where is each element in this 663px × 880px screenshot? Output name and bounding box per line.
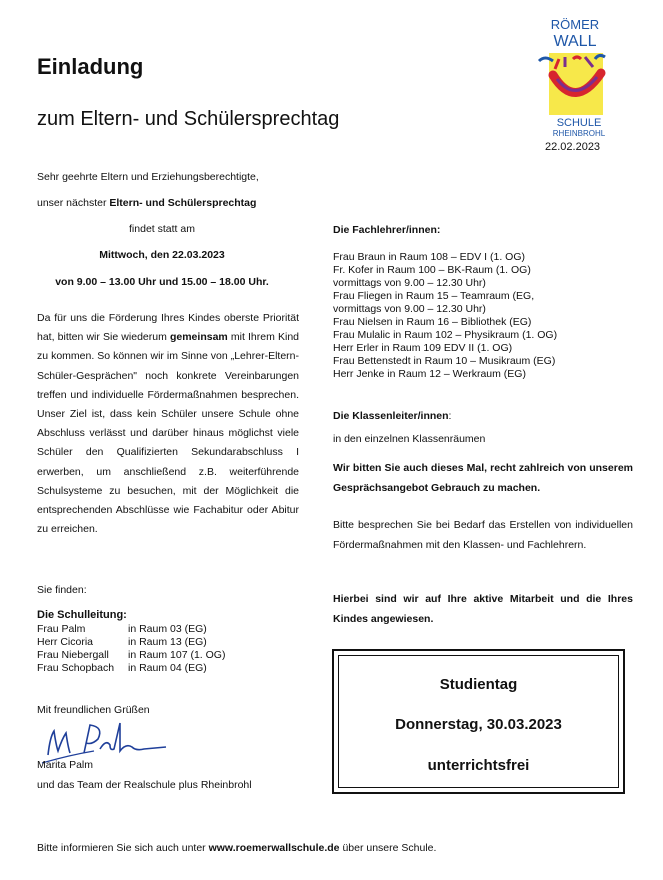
fachlehrer-line: Frau Bettenstedt in Raum 10 – Musikraum (EG) bbox=[333, 355, 556, 367]
schulleitung-room: in Raum 04 (EG) bbox=[128, 662, 207, 674]
footer bbox=[37, 842, 436, 854]
schulleitung-name: Frau Palm bbox=[37, 623, 86, 635]
sie-finden: Sie finden: bbox=[37, 584, 87, 596]
logo-text-schule: SCHULE bbox=[556, 117, 602, 129]
logo-text-roemer: RÖMER bbox=[550, 17, 600, 32]
fachlehrer-line: Frau Braun in Raum 108 – EDV I (1. OG) bbox=[333, 251, 525, 263]
fachlehrer-line: Frau Fliegen in Raum 15 – Teamraum (EG, bbox=[333, 290, 535, 302]
intro-event-name: Eltern- und Schülersprechtag bbox=[109, 197, 257, 209]
studientag-title: Studientag bbox=[439, 676, 518, 693]
paragraph-part2: mit Ihrem Kind zu kommen. So können wir im Sinne von „Lehrer-Eltern-Schüler-Gesprächen" noch konkrete Vereinbarungen treffen und individuelle Fördermaßnahmen besprechen. Unser Ziel ist, dass kein Schüler unsere Schule ohne Abschluss verlässt und darüber hinaus möglichst viele Schüler den Qualifizierten Sekundarabschluss I erwerben, um anschließend z.B. weiterführende Schulsysteme zu besuchen, mit der Möglichkeit die entsprechenden Abschlüsse wie Fachabitur oder Abitur zu erreichen. bbox=[37, 331, 300, 536]
fachlehrer-line: vormittags von 9.00 – 12.30 Uhr) bbox=[333, 277, 486, 289]
request-text: Bitte besprechen Sie bei Bedarf das Erstellen von individuellen Fördermaßnahmen mit den Klassen- und Fachlehrern. bbox=[333, 519, 633, 551]
support-text: Hierbei sind wir auf Ihre aktive Mitarbeit und die Ihres Kindes angewiesen. bbox=[333, 593, 633, 625]
studientag-note: unterrichtsfrei bbox=[427, 757, 530, 774]
footer-link[interactable]: www.roemerwallschule.de bbox=[208, 842, 340, 854]
schulleitung-name: Herr Cicoria bbox=[37, 636, 94, 648]
schulleitung-name: Frau Niebergall bbox=[37, 649, 109, 661]
main-paragraph bbox=[37, 309, 299, 539]
fachlehrer-line: Herr Erler in Raum 109 EDV II (1. OG) bbox=[333, 342, 513, 354]
schulleitung-room: in Raum 13 (EG) bbox=[128, 636, 207, 648]
logo-text-wall: WALL bbox=[553, 33, 597, 50]
page-subtitle: zum Eltern- und Schülersprechtag bbox=[37, 108, 340, 130]
footer-prefix: Bitte informieren Sie sich auch unter bbox=[37, 842, 206, 854]
fachlehrer-line: Frau Mulalic in Raum 102 – Physikraum (1. OG) bbox=[333, 329, 558, 341]
event-date: Mittwoch, den 22.03.2023 bbox=[99, 249, 225, 261]
studientag-date: Donnerstag, 30.03.2023 bbox=[395, 716, 562, 733]
klassenleiter-colon: : bbox=[448, 410, 452, 422]
event-times: von 9.00 – 13.00 Uhr und 15.00 – 18.00 Uhr. bbox=[55, 276, 269, 288]
klassenleiter-text: in den einzelnen Klassenräumen bbox=[333, 433, 486, 445]
schulleitung-title: Die Schulleitung: bbox=[37, 609, 127, 621]
school-logo bbox=[535, 15, 615, 137]
page-title: Einladung bbox=[37, 54, 144, 79]
footer-suffix: über unsere Schule. bbox=[342, 842, 437, 854]
intro-prefix: unser nächster bbox=[37, 197, 107, 209]
document-date: 22.02.2023 bbox=[545, 141, 601, 153]
klassenleiter-heading bbox=[333, 410, 451, 422]
closing-name: Marita Palm bbox=[37, 759, 94, 771]
fachlehrer-line: Fr. Kofer in Raum 100 – BK-Raum (1. OG) bbox=[333, 264, 531, 276]
fachlehrer-line: Herr Jenke in Raum 12 – Werkraum (EG) bbox=[333, 368, 526, 380]
paragraph-part1: Da für uns die Förderung Ihres Kindes oberste Priorität hat, bitten wir Sie wiederum bbox=[37, 312, 299, 344]
closing-regards: Mit freundlichen Grüßen bbox=[37, 704, 150, 716]
studientag-box bbox=[332, 649, 625, 794]
schulleitung-room: in Raum 107 (1. OG) bbox=[128, 649, 226, 661]
klassenleiter-title: Die Klassenleiter/innen bbox=[333, 410, 449, 422]
fachlehrer-list bbox=[333, 251, 633, 381]
logo-text-rheinbrohl: RHEINBROHL bbox=[552, 129, 606, 137]
fachlehrer-line: Frau Nielsen in Raum 16 – Bibliothek (EG) bbox=[333, 316, 532, 328]
fachlehrer-line: vormittags von 9.00 – 12.30 Uhr) bbox=[333, 303, 486, 315]
intro-line bbox=[37, 196, 256, 210]
greeting: Sehr geehrte Eltern und Erziehungsberechtigte, bbox=[37, 171, 259, 183]
fachlehrer-title: Die Fachlehrer/innen: bbox=[333, 224, 441, 236]
schulleitung-room: in Raum 03 (EG) bbox=[128, 623, 207, 635]
appeal-text: Wir bitten Sie auch dieses Mal, recht zahlreich von unserem Gesprächsangebot Gebrauch zu machen. bbox=[333, 462, 633, 494]
schulleitung-name: Frau Schopbach bbox=[37, 662, 115, 674]
closing-team: und das Team der Realschule plus Rheinbrohl bbox=[37, 779, 252, 791]
paragraph-bold: gemeinsam bbox=[169, 331, 228, 344]
intro-findet: findet statt am bbox=[129, 223, 195, 235]
